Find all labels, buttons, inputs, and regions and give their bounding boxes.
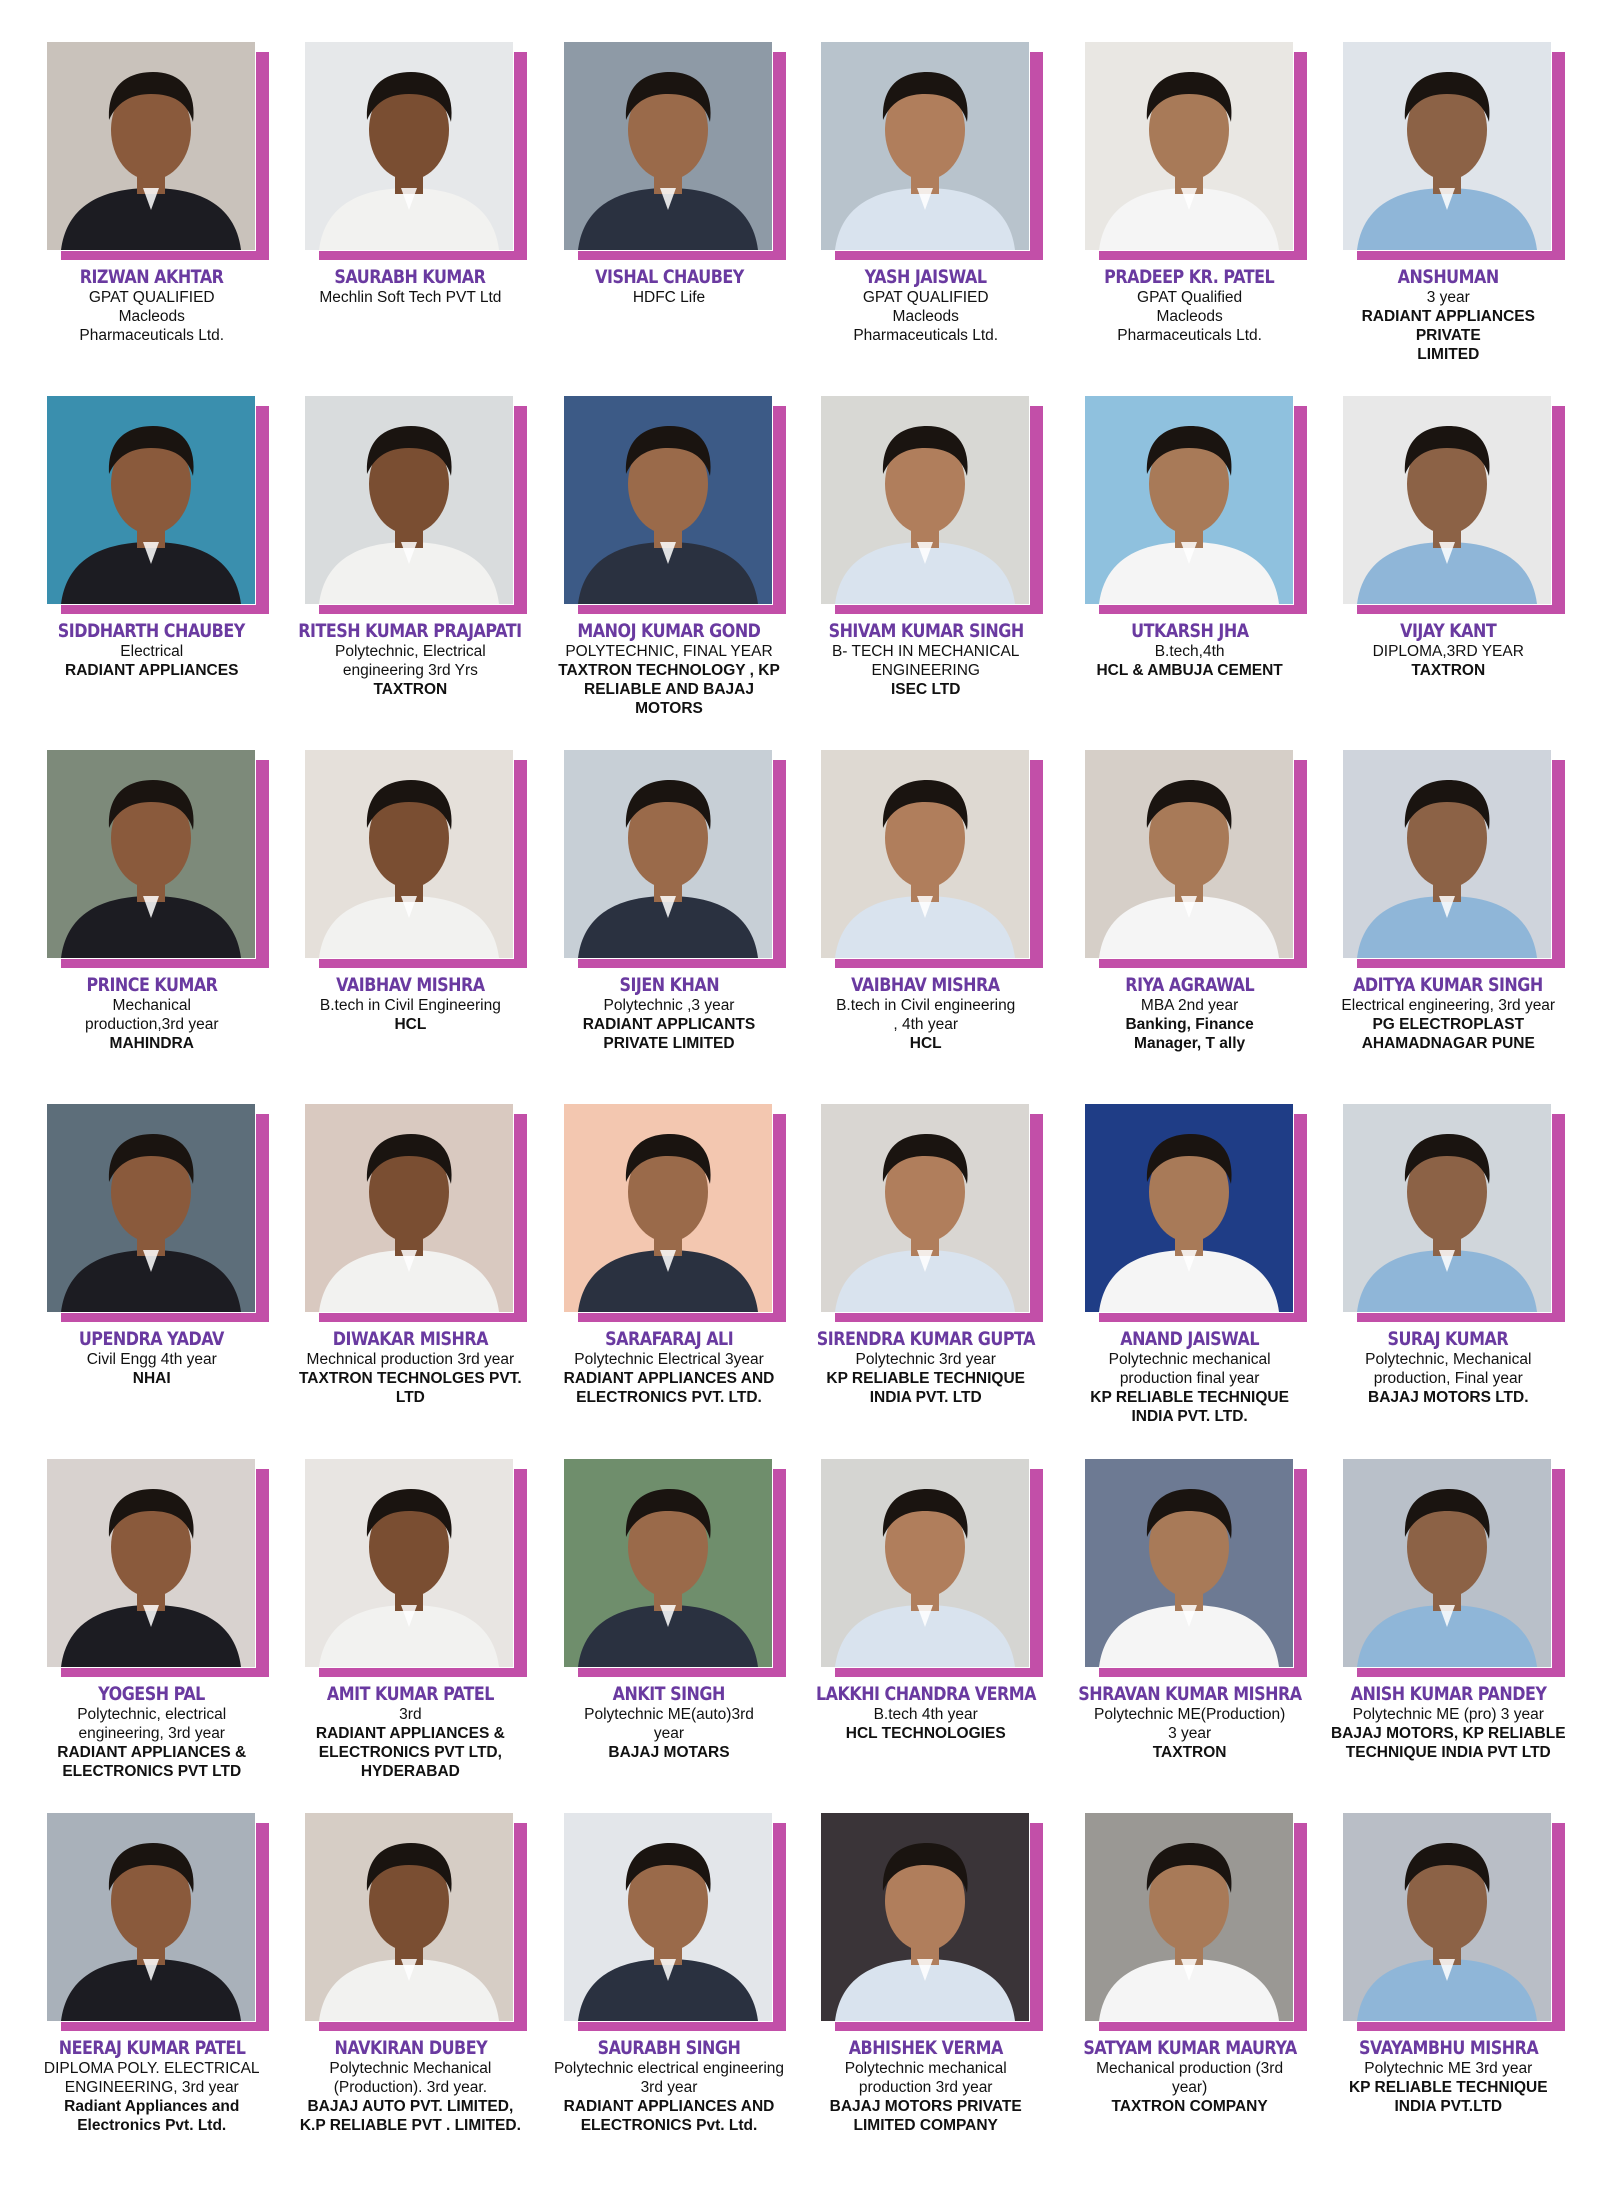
course-detail: Polytechnic mechanical: [844, 2059, 1007, 2077]
portrait-silhouette: [821, 396, 1029, 604]
student-card: [543, 1809, 794, 2163]
placement-company: HCL: [909, 1035, 942, 1053]
course-detail: Polytechnic, Mechanical: [1365, 1351, 1532, 1369]
portrait-silhouette: [1343, 42, 1551, 250]
course-detail: B- TECH IN MECHANICAL: [831, 643, 1020, 661]
student-name: ANAND JAISWAL: [1120, 1328, 1260, 1351]
photo-frame: [564, 1104, 774, 1314]
student-photo: [305, 1813, 513, 2021]
course-detail: 3rd year: [640, 2078, 698, 2096]
course-detail: production,3rd year: [84, 1016, 219, 1034]
placement-company: BAJAJ MOTARS: [608, 1743, 730, 1761]
course-detail: Polytechnic electrical engineering: [553, 2059, 785, 2077]
student-name: AMIT KUMAR PATEL: [326, 1682, 494, 1705]
placement-company: KP RELIABLE TECHNIQUE: [1090, 1389, 1289, 1407]
portrait-silhouette: [47, 750, 255, 958]
photo-frame: [1343, 1104, 1553, 1314]
portrait-silhouette: [821, 1459, 1029, 1667]
student-photo: [564, 396, 772, 604]
student-photo: [564, 750, 772, 958]
photo-frame: [564, 1459, 774, 1669]
placement-company: LIMITED COMPANY: [853, 2116, 998, 2134]
student-name: SIRENDRA KUMAR GUPTA: [816, 1328, 1035, 1351]
student-card: [1323, 392, 1574, 746]
placement-company: KP RELIABLE TECHNIQUE: [1348, 2078, 1548, 2096]
student-photo: [564, 1104, 772, 1312]
photo-frame: [1085, 1104, 1295, 1314]
course-detail: Mechnical production 3rd year: [306, 1351, 515, 1369]
course-detail: Polytechnic ME 3rd year: [1364, 2059, 1533, 2077]
placement-company: RELIABLE AND BAJAJ MOTORS: [584, 681, 754, 718]
student-photo: [1343, 750, 1551, 958]
course-detail: B.tech,4th: [1154, 643, 1225, 661]
student-photo: [305, 1459, 513, 1667]
placement-company: HCL TECHNOLOGIES: [845, 1724, 1006, 1742]
placement-company: ELECTRONICS PVT. LTD.: [576, 1389, 762, 1407]
placement-company: PG ELECTROPLAST: [1372, 1016, 1525, 1034]
placement-company: RADIANT APPLIANCES PRIVATE: [1361, 308, 1535, 344]
photo-frame: [1085, 396, 1295, 606]
student-photo: [305, 750, 513, 958]
portrait-silhouette: [1343, 1459, 1551, 1667]
student-photo: [1085, 1813, 1293, 2021]
student-name: VIJAY KANT: [1400, 620, 1497, 643]
student-card: [1057, 1455, 1323, 1809]
course-detail: year: [653, 1724, 685, 1742]
course-detail: ENGINEERING, 3rd year: [64, 2078, 239, 2096]
student-name: NAVKIRAN DUBEY: [334, 2036, 487, 2059]
student-card: [1323, 1455, 1574, 1809]
placement-company: RADIANT APPLIANCES &: [57, 1743, 247, 1761]
course-detail: production 3rd year: [858, 2078, 993, 2096]
course-detail: Pharmaceuticals Ltd.: [853, 327, 999, 344]
student-card: [277, 1455, 543, 1809]
portrait-silhouette: [1085, 42, 1293, 250]
portrait-silhouette: [47, 1104, 255, 1312]
student-photo: [1085, 42, 1293, 250]
course-detail: Polytechnic, Electrical: [334, 643, 486, 661]
course-detail: B.tech in Civil Engineering: [319, 997, 501, 1015]
student-name: ANISH KUMAR PANDEY: [1350, 1682, 1547, 1705]
student-name: VAIBHAV MISHRA: [851, 974, 1000, 997]
photo-frame: [564, 396, 774, 606]
placement-company: AHAMADNAGAR PUNE: [1361, 1035, 1535, 1053]
student-card: [543, 1100, 794, 1454]
student-photo: [1343, 1104, 1551, 1312]
placement-company: INDIA PVT. LTD.: [1131, 1408, 1248, 1426]
photo-frame: [1343, 42, 1553, 252]
student-card: [277, 392, 543, 746]
portrait-silhouette: [564, 750, 772, 958]
student-photo: [564, 1459, 772, 1667]
course-detail: Macleods: [118, 308, 185, 325]
course-detail: ENGINEERING: [871, 662, 980, 680]
course-detail: Mechlin Soft Tech PVT Ltd: [319, 289, 502, 306]
course-detail: production, Final year: [1373, 1370, 1523, 1388]
student-photo: [47, 1104, 255, 1312]
placement-company: Manager, T ally: [1134, 1035, 1246, 1053]
student-name: UPENDRA YADAV: [79, 1328, 225, 1351]
photo-frame: [305, 750, 515, 960]
course-detail: Polytechnic, electrical: [77, 1705, 227, 1723]
portrait-silhouette: [305, 396, 513, 604]
photo-frame: [1085, 1813, 1295, 2023]
photo-frame: [821, 42, 1031, 252]
portrait-silhouette: [1085, 1459, 1293, 1667]
student-name: PRADEEP KR. PATEL: [1104, 266, 1275, 288]
photo-frame: [1343, 1459, 1553, 1669]
placement-company: PRIVATE LIMITED: [603, 1035, 735, 1053]
course-detail: Macleods: [1156, 308, 1223, 325]
student-name: SAURABH KUMAR: [334, 266, 486, 288]
student-card: [795, 38, 1057, 392]
photo-frame: [1343, 1813, 1553, 2023]
student-card: [795, 1455, 1057, 1809]
course-detail: engineering 3rd Yrs: [342, 662, 478, 680]
placement-company: TAXTRON: [373, 681, 448, 699]
photo-frame: [305, 1459, 515, 1669]
student-name: LAKKHI CHANDRA VERMA: [815, 1682, 1036, 1705]
placement-company: Electronics Pvt. Ltd.: [77, 2116, 227, 2134]
student-name: VISHAL CHAUBEY: [594, 266, 744, 288]
student-name: SHRAVAN KUMAR MISHRA: [1077, 1682, 1302, 1705]
course-detail: Polytechnic Electrical 3year: [574, 1351, 764, 1369]
student-photo: [305, 1104, 513, 1312]
course-detail: B.tech 4th year: [873, 1705, 978, 1723]
student-card: [26, 392, 277, 746]
placement-company: RADIANT APPLICANTS: [582, 1016, 756, 1034]
student-photo: [1343, 1813, 1551, 2021]
student-card: [795, 392, 1057, 746]
photo-frame: [821, 1104, 1031, 1314]
placement-company: MAHINDRA: [109, 1035, 194, 1053]
student-photo: [821, 42, 1029, 250]
student-name: MANOJ KUMAR GOND: [577, 620, 761, 643]
placement-company: BAJAJ MOTORS, KP RELIABLE: [1330, 1724, 1566, 1742]
student-card: [543, 38, 794, 392]
photo-frame: [564, 42, 774, 252]
placement-company: K.P RELIABLE PVT . LIMITED.: [299, 2116, 521, 2134]
student-card: [1323, 1809, 1574, 2163]
photo-frame: [821, 1813, 1031, 2023]
portrait-silhouette: [1343, 1813, 1551, 2021]
student-name: SHIVAM KUMAR SINGH: [828, 620, 1024, 643]
student-name: YOGESH PAL: [98, 1682, 206, 1705]
portrait-silhouette: [47, 1459, 255, 1667]
course-detail: year): [1171, 2078, 1208, 2096]
course-detail: Mechanical production (3rd: [1096, 2059, 1284, 2077]
student-card: [1323, 38, 1574, 392]
student-name: ADITYA KUMAR SINGH: [1353, 974, 1544, 997]
photo-frame: [47, 1813, 257, 2023]
course-detail: engineering, 3rd year: [78, 1724, 225, 1742]
student-name: SATYAM KUMAR MAURYA: [1082, 2036, 1297, 2059]
course-detail: Polytechnic ME (pro) 3 year: [1352, 1705, 1544, 1723]
student-card: [26, 1455, 277, 1809]
student-card: [1057, 1809, 1323, 2163]
placement-company: TAXTRON: [1411, 662, 1486, 680]
photo-frame: [821, 396, 1031, 606]
student-card: [795, 1100, 1057, 1454]
placement-company: ELECTRONICS PVT LTD: [62, 1762, 242, 1780]
portrait-silhouette: [564, 1459, 772, 1667]
student-name: SARAFARAJ ALI: [605, 1328, 733, 1351]
student-photo: [1343, 42, 1551, 250]
course-detail: DIPLOMA,3RD YEAR: [1372, 643, 1524, 661]
student-card: [26, 1809, 277, 2163]
student-name: VAIBHAV MISHRA: [336, 974, 485, 997]
student-photo: [821, 1813, 1029, 2021]
student-name: SVAYAMBHU MISHRA: [1358, 2036, 1538, 2059]
placement-company: Banking, Finance: [1125, 1016, 1254, 1034]
student-card: [1323, 1100, 1574, 1454]
portrait-silhouette: [305, 1813, 513, 2021]
student-card: [543, 746, 794, 1100]
course-detail: Polytechnic ME(auto)3rd: [584, 1705, 754, 1723]
student-name: RIYA AGRAWAL: [1125, 974, 1255, 997]
portrait-silhouette: [1085, 750, 1293, 958]
course-detail: production final year: [1119, 1370, 1260, 1388]
student-name: SURAJ KUMAR: [1387, 1328, 1509, 1351]
student-photo: [821, 1459, 1029, 1667]
placement-company: ELECTRONICS Pvt. Ltd.: [580, 2116, 758, 2134]
portrait-silhouette: [564, 42, 772, 250]
student-name: DIWAKAR MISHRA: [332, 1328, 488, 1351]
student-name: ANSHUMAN: [1397, 266, 1499, 288]
placement-company: INDIA PVT. LTD: [869, 1389, 982, 1407]
portrait-silhouette: [564, 1104, 772, 1312]
portrait-silhouette: [821, 1104, 1029, 1312]
placement-company: NHAI: [132, 1370, 171, 1388]
student-name: YASH JAISWAL: [864, 266, 987, 288]
course-detail: Electrical: [120, 643, 184, 661]
student-photo: [305, 396, 513, 604]
course-detail: Polytechnic Mechanical: [329, 2059, 492, 2077]
course-detail: Polytechnic ,3 year: [603, 997, 735, 1015]
placement-company: HCL: [394, 1016, 427, 1034]
student-card: [1057, 746, 1323, 1100]
student-card: [26, 746, 277, 1100]
course-detail: 3rd: [399, 1705, 422, 1723]
portrait-silhouette: [821, 1813, 1029, 2021]
placement-company: BAJAJ AUTO PVT. LIMITED,: [307, 2097, 514, 2115]
placement-company: RADIANT APPLIANCES AND: [563, 2097, 775, 2115]
student-name: ABHISHEK VERMA: [848, 2036, 1003, 2059]
student-card: [543, 392, 794, 746]
photo-frame: [821, 750, 1031, 960]
student-name: SIDDHARTH CHAUBEY: [58, 620, 246, 643]
course-detail: 3 year: [1168, 1724, 1212, 1742]
portrait-silhouette: [305, 1459, 513, 1667]
portrait-silhouette: [47, 42, 255, 250]
student-name: SAURABH SINGH: [597, 2036, 741, 2059]
photo-frame: [1085, 750, 1295, 960]
portrait-silhouette: [821, 42, 1029, 250]
course-detail: Macleods: [892, 308, 959, 325]
student-photo: [1343, 396, 1551, 604]
student-photo: [1085, 1459, 1293, 1667]
student-photo: [1343, 1459, 1551, 1667]
photo-frame: [1085, 1459, 1295, 1669]
photo-frame: [564, 750, 774, 960]
student-card: [277, 1809, 543, 2163]
portrait-silhouette: [1343, 1104, 1551, 1312]
placement-company: RADIANT APPLIANCES &: [315, 1724, 505, 1742]
portrait-silhouette: [1343, 396, 1551, 604]
placement-company: BAJAJ MOTORS PRIVATE: [829, 2097, 1022, 2115]
photo-frame: [47, 750, 257, 960]
portrait-silhouette: [47, 396, 255, 604]
course-detail: Electrical engineering, 3rd year: [1341, 997, 1556, 1015]
student-name: UTKARSH JHA: [1130, 620, 1249, 643]
photo-frame: [564, 1813, 774, 2023]
portrait-silhouette: [47, 1813, 255, 2021]
placement-company: BAJAJ MOTORS LTD.: [1368, 1389, 1529, 1407]
course-detail: Pharmaceuticals Ltd.: [79, 327, 225, 344]
student-card: [795, 1809, 1057, 2163]
placement-company: TAXTRON COMPANY: [1111, 2097, 1268, 2115]
course-detail: POLYTECHNIC, FINAL YEAR: [565, 643, 773, 661]
placement-company: TAXTRON TECHNOLOGY , KP: [558, 662, 780, 680]
placement-company: ISEC LTD: [890, 681, 961, 699]
placement-company: KP RELIABLE TECHNIQUE: [826, 1370, 1026, 1388]
student-photo: [47, 1813, 255, 2021]
student-card: [277, 1100, 543, 1454]
photo-frame: [1085, 42, 1295, 252]
student-photo: [821, 396, 1029, 604]
course-detail: (Production). 3rd year.: [333, 2078, 488, 2096]
photo-frame: [305, 1813, 515, 2023]
student-card: [277, 746, 543, 1100]
student-name: NEERAJ KUMAR PATEL: [58, 2036, 246, 2059]
course-detail: Polytechnic mechanical: [1108, 1351, 1271, 1369]
student-photo: [1085, 1104, 1293, 1312]
photo-frame: [1343, 750, 1553, 960]
placement-company: TAXTRON TECHNOLGES PVT.: [298, 1370, 522, 1388]
course-detail: Polytechnic 3rd year: [855, 1351, 996, 1369]
photo-frame: [305, 1104, 515, 1314]
course-detail: GPAT Qualified: [1137, 289, 1243, 306]
student-name: RIZWAN AKHTAR: [79, 266, 224, 288]
student-name: RITESH KUMAR PRAJAPATI: [298, 620, 523, 643]
student-card: [26, 38, 277, 392]
photo-frame: [47, 1104, 257, 1314]
student-photo: [47, 42, 255, 250]
course-detail: , 4th year: [893, 1016, 959, 1034]
course-detail: B.tech in Civil engineering: [836, 997, 1016, 1015]
course-detail: Civil Engg 4th year: [86, 1351, 217, 1369]
student-card: [277, 38, 543, 392]
course-detail: MBA 2nd year: [1140, 997, 1239, 1015]
photo-frame: [821, 1459, 1031, 1669]
photo-frame: [47, 1459, 257, 1669]
placement-company: RADIANT APPLIANCES AND: [563, 1370, 775, 1388]
student-photo: [47, 1459, 255, 1667]
course-detail: Polytechnic ME(Production): [1093, 1705, 1286, 1723]
student-photo: [47, 396, 255, 604]
placement-company: LIMITED: [1417, 346, 1480, 363]
course-detail: 3 year: [1426, 289, 1470, 306]
placement-company: RADIANT APPLIANCES: [65, 662, 239, 680]
portrait-silhouette: [564, 396, 772, 604]
student-photo: [305, 42, 513, 250]
student-photo: [47, 750, 255, 958]
student-name: SIJEN KHAN: [619, 974, 719, 997]
student-photo: [564, 42, 772, 250]
course-detail: GPAT QUALIFIED: [88, 289, 215, 306]
student-photo: [821, 1104, 1029, 1312]
portrait-silhouette: [305, 42, 513, 250]
placement-company: LTD: [395, 1389, 425, 1407]
photo-frame: [47, 396, 257, 606]
course-detail: HDFC Life: [632, 289, 706, 306]
photo-frame: [305, 42, 515, 252]
student-card: [543, 1455, 794, 1809]
student-name: PRINCE KUMAR: [86, 974, 218, 997]
student-photo: [1085, 396, 1293, 604]
course-detail: Pharmaceuticals Ltd.: [1117, 327, 1262, 344]
photo-frame: [47, 42, 257, 252]
placement-company: TECHNIQUE INDIA PVT LTD: [1345, 1743, 1551, 1761]
portrait-silhouette: [564, 1813, 772, 2021]
portrait-silhouette: [305, 750, 513, 958]
student-photo: [1085, 750, 1293, 958]
placement-company: INDIA PVT.LTD: [1394, 2097, 1503, 2115]
placement-company: HYDERABAD: [360, 1762, 460, 1780]
portrait-silhouette: [305, 1104, 513, 1312]
course-detail: Mechanical: [112, 997, 191, 1015]
student-card: [1057, 38, 1323, 392]
placement-company: Radiant Appliances and: [64, 2097, 240, 2115]
portrait-silhouette: [1085, 396, 1293, 604]
portrait-silhouette: [821, 750, 1029, 958]
student-card: [1057, 392, 1323, 746]
photo-frame: [1343, 396, 1553, 606]
course-detail: DIPLOMA POLY. ELECTRICAL: [43, 2059, 260, 2077]
portrait-silhouette: [1085, 1104, 1293, 1312]
portrait-silhouette: [1343, 750, 1551, 958]
placement-company: ELECTRONICS PVT LTD,: [318, 1743, 502, 1761]
student-card: [26, 1100, 277, 1454]
portrait-silhouette: [1085, 1813, 1293, 2021]
placement-company: HCL & AMBUJA CEMENT: [1096, 662, 1283, 680]
student-card: [1057, 1100, 1323, 1454]
photo-frame: [305, 396, 515, 606]
student-photo: [564, 1813, 772, 2021]
student-name: ANKIT SINGH: [612, 1682, 726, 1705]
placement-company: TAXTRON: [1152, 1743, 1227, 1761]
student-card: [1323, 746, 1574, 1100]
student-card: [795, 746, 1057, 1100]
student-photo: [821, 750, 1029, 958]
course-detail: GPAT QUALIFIED: [862, 289, 989, 306]
